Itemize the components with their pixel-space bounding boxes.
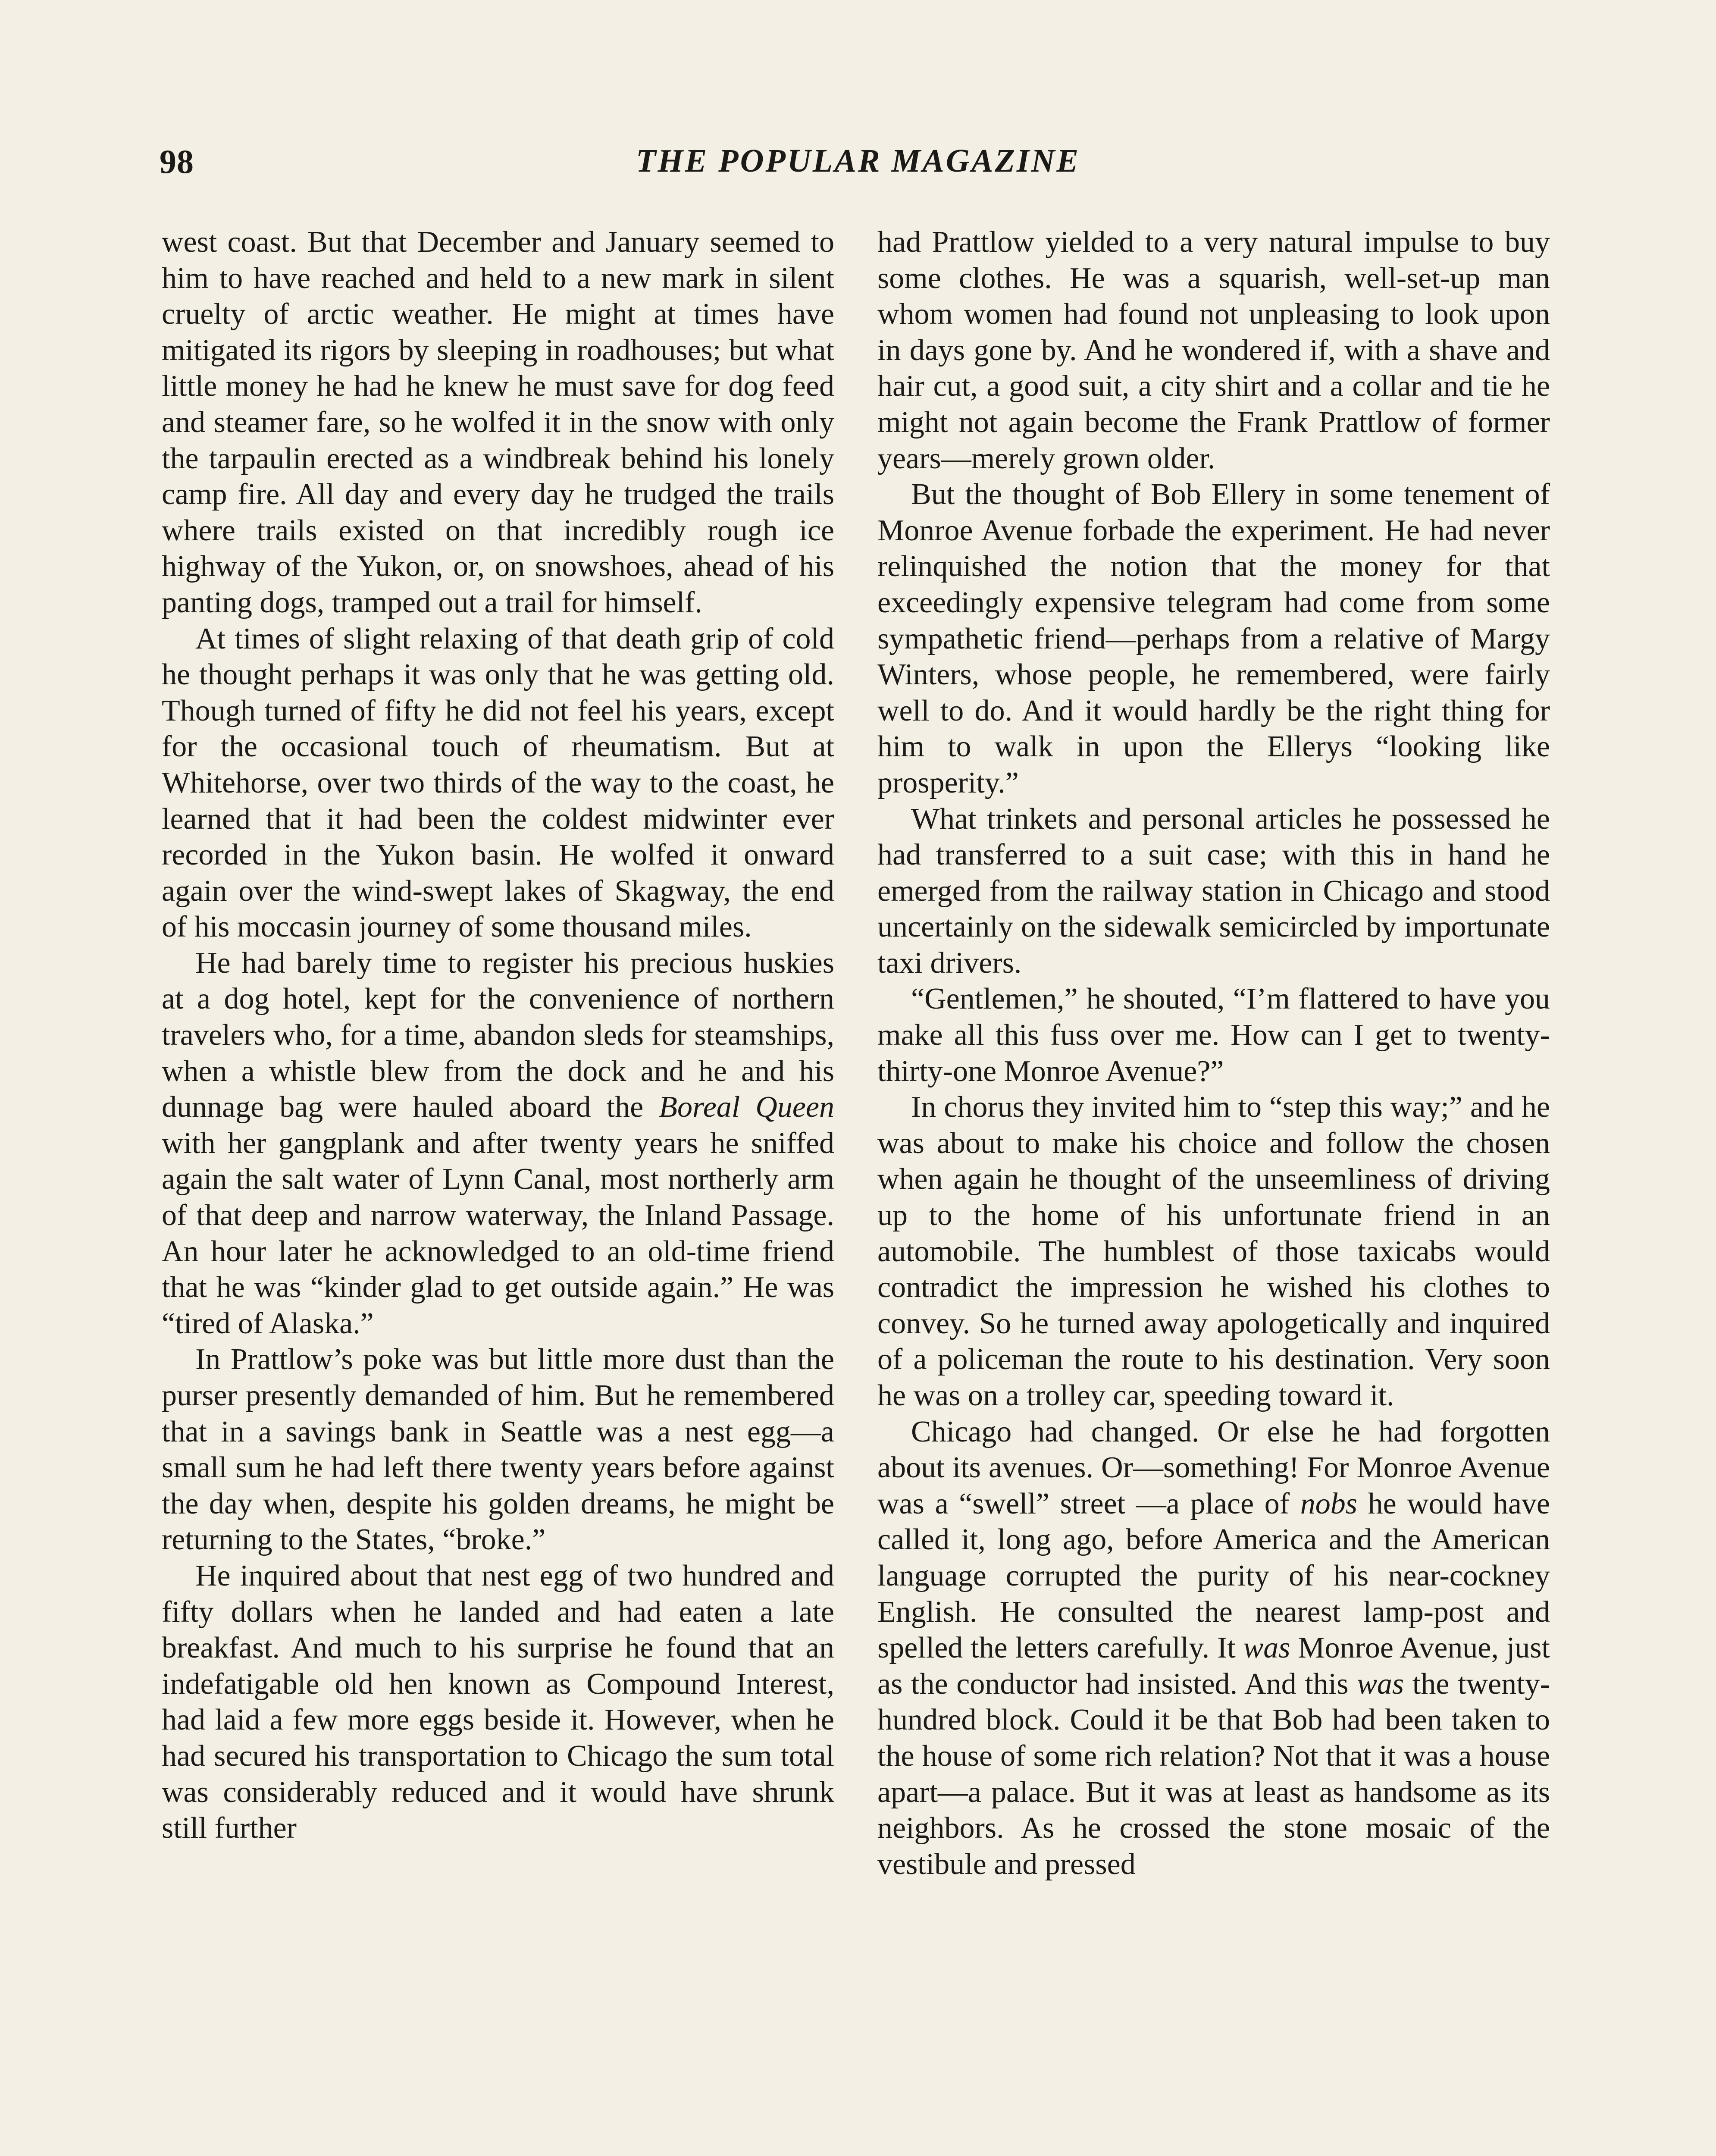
- page-header: [160, 142, 1556, 190]
- paragraph: In chorus they invited him to “step this way;” and he was about to make his choice and follow the chosen when again he thought of the unseemliness of driving up to the home of his unfortunate friend in an automobile. The humblest of those taxicabs would contradict the impression he wished his clothes to convey. So he turned away apologetically and inquired of a policeman the route to his destination. Very soon he was on a trolley car, speeding toward it.: [877, 1091, 1550, 1412]
- text-run: the twenty-hundred block. Could it be that Bob had been taken to the house of some rich relation? Not that it was a house apart—a palace. But it was at least as handsome as its neighbors. As he crossed the stone mosaic of the vestibule and pressed: [877, 1667, 1550, 1881]
- text-run: He had barely time to register his precious huskies at a dog hotel, kept for the convenience of northern travelers who, for a time, abandon sleds for steamships, when a whistle blew from the dock and he and his dunnage bag were hauled aboard the: [162, 946, 834, 1124]
- paragraph: had Prattlow yielded to a very natural impulse to buy some clothes. He was a squarish, well-set-up man whom women had found not unpleasing to look upon in days gone by. And he wondered if, with a shave and hair cut, a good suit, a city shirt and a collar and tie he might not again become the Frank Prattlow of former years—merely grown older.: [877, 226, 1550, 475]
- paragraph: What trinkets and personal articles he possessed he had transferred to a suit case; with this in hand he emerged from the railway station in Chicago and stood uncertainly on the sidewalk semicircled by importunate taxi drivers.: [877, 802, 1550, 980]
- text-run: with her gangplank and after twenty years he sniffed again the salt water of Lynn Canal, most northerly arm of that deep and narrow waterway, the Inland Passage. An hour later he acknowledged to an old-time friend that he was “kinder glad to get outside again.” He was “tired of Alaska.”: [162, 1126, 834, 1340]
- italic-word: nobs: [1300, 1487, 1357, 1520]
- paragraph: [877, 1414, 1550, 1883]
- paragraph: [162, 945, 834, 1342]
- paragraph: But the thought of Bob Ellery in some tenement of Monroe Avenue forbade the experiment. He had never relinquished the notion that the money for that exceedingly expensive telegram had come from some sympathetic friend—perhaps from a relative of Margy Winters, whose people, he remembered, were fairly well to do. And it would hardly be the right thing for him to walk in upon the Ellerys “looking like prosperity.”: [877, 478, 1550, 799]
- text-run: Monroe Avenue, just as the conductor had insisted. And this: [877, 1631, 1550, 1701]
- paragraph: “Gentlemen,” he shouted, “I’m flattered to have you make all this fuss over me. How can I get to twenty-thirty-one Monroe Avenue?”: [877, 982, 1550, 1088]
- paragraph: In Prattlow’s poke was but little more dust than the purser presently demanded of him. But he remembered that in a savings bank in Seattle was a nest egg—a small sum he had left there twenty years before against the day when, despite his golden dreams, he might be returning to the States, “broke.”: [162, 1343, 834, 1557]
- ship-name: Boreal Queen: [659, 1091, 834, 1124]
- page-number: 98: [160, 143, 194, 180]
- italic-word: was: [1357, 1667, 1404, 1701]
- paragraph: At times of slight relaxing of that death grip of cold he thought perhaps it was only that he was getting old. Though turned of fifty he did not feel his years, except for the occasional touch of rheumatism. But at Whitehorse, over two thirds of the way to the coast, he learned that it had been the coldest midwinter ever recorded in the Yukon basin. He wolfed it onward again over the wind-swept lakes of Skagway, the end of his moccasin journey of some thousand miles.: [162, 622, 834, 944]
- text-run: he would have called it, long ago, before America and the American language corrupted the purity of his near-cockney English. He consulted the nearest lamp-post and spelled the letters carefully. It: [877, 1487, 1550, 1665]
- left-column: [162, 224, 834, 1846]
- right-column: [877, 224, 1550, 1882]
- running-title: THE POPULAR MAGAZINE: [636, 143, 1080, 179]
- italic-word: was: [1243, 1631, 1290, 1665]
- paragraph: He inquired about that nest egg of two hundred and fifty dollars when he landed and had eaten a late breakfast. And much to his surprise he found that an indefatigable old hen known as Compound Interest, had laid a few more eggs beside it. However, when he had secured his transportation to Chicago the sum total was considerably reduced and it would have shrunk still further: [162, 1559, 834, 1845]
- paragraph: west coast. But that December and January seemed to him to have reached and held to a new mark in silent cruelty of arctic weather. He might at times have mitigated its rigors by sleeping in roadhouses; but what little money he had he knew he must save for dog feed and steamer fare, so he wolfed it in the snow with only the tarpaulin erected as a windbreak behind his lonely camp fire. All day and every day he trudged the trails where trails existed on that incredibly rough ice highway of the Yukon, or, on snowshoes, ahead of his panting dogs, tramped out a trail for himself.: [162, 226, 834, 619]
- text-run: Chicago had changed. Or else he had forgotten about its avenues. Or—something! For Monroe Avenue was a “swell” street —a place of: [877, 1415, 1550, 1520]
